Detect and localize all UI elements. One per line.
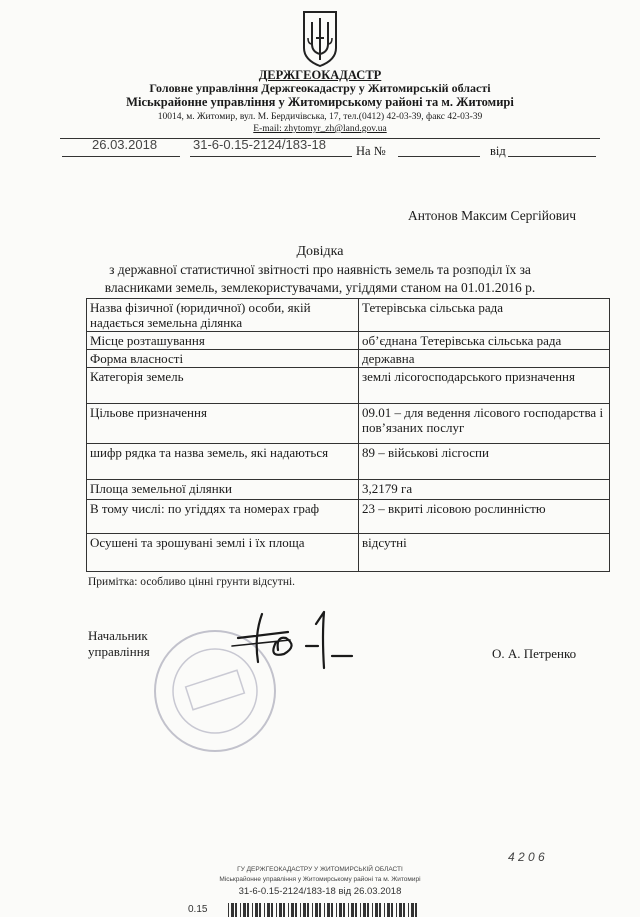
row-value: 23 – вкриті лісовою рослинністю <box>359 500 610 534</box>
barcode-bar <box>319 903 321 917</box>
barcode-bar <box>243 903 246 917</box>
barcode-bar <box>391 903 393 917</box>
barcode-bar <box>336 903 337 917</box>
barcode-bar <box>331 903 333 917</box>
signer-name: О. А. Петренко <box>492 646 577 661</box>
row-label: Цільове призначення <box>87 404 359 444</box>
barcode-bar <box>387 903 390 917</box>
barcode-bar <box>288 903 289 917</box>
table-row <box>87 332 610 350</box>
barcode-bar <box>343 903 345 917</box>
barcode-bar <box>312 903 313 917</box>
table-row <box>87 444 610 480</box>
barcode-bar <box>372 903 373 917</box>
row-label: Форма власності <box>87 350 359 368</box>
row-label: Осушені та зрошувані землі і їх площа <box>87 534 359 572</box>
email: E-mail: zhytomyr_zh@land.gov.ua <box>253 124 387 134</box>
barcode-bar <box>351 903 354 917</box>
barcode-bar <box>307 903 309 917</box>
table-row <box>87 500 610 534</box>
document-subtitle-line2: власниками земель, землекористувачами, угіддями станом на 01.01.2016 р. <box>104 280 536 295</box>
coat-of-arms-trident-icon <box>300 8 340 68</box>
barcode-bar <box>264 903 265 917</box>
row-value: об’єднана Тетерівська сільська рада <box>359 332 610 350</box>
barcode-bar <box>367 903 369 917</box>
footer-stamp-line3: 31-6-0.15-2124/183-18 від 26.03.2018 <box>238 886 402 897</box>
barcode-bar <box>295 903 297 917</box>
barcode-bar <box>315 903 318 917</box>
on-no-label: На № <box>356 144 386 158</box>
barcode-bar <box>279 903 282 917</box>
row-label: шифр рядка та назва земель, які надаються <box>87 444 359 480</box>
barcode-bar <box>399 903 402 917</box>
barcode-bar <box>363 903 366 917</box>
row-label: Категорія земель <box>87 368 359 404</box>
footer-stamp-line2: Міськрайонне управління у Житомирському районі та м. Житомирі <box>219 876 421 883</box>
barcode-bar <box>415 903 417 917</box>
row-value: Тетерівська сільська рада <box>359 299 610 332</box>
barcode-bar <box>259 903 261 917</box>
barcode-bar <box>403 903 405 917</box>
row-value: землі лісогосподарського призначення <box>359 368 610 404</box>
handwritten-signature-icon <box>228 606 368 676</box>
barcode-bar <box>267 903 270 917</box>
table-row <box>87 404 610 444</box>
barcode-bar <box>327 903 330 917</box>
barcode-bar <box>276 903 277 917</box>
note: Примітка: особливо цінні грунти відсутні. <box>88 576 296 588</box>
barcode-bar <box>324 903 325 917</box>
barcode-bar <box>271 903 273 917</box>
district-department: Міськрайонне управління у Житомирському районі та м. Житомирі <box>126 95 514 109</box>
barcode-bar <box>355 903 357 917</box>
barcode-bar <box>396 903 397 917</box>
barcode-bar <box>247 903 249 917</box>
address: 10014, м. Житомир, вул. М. Бердичівська, 17, тел.(0412) 42-03-39, факс 42-03-39 <box>157 112 483 122</box>
row-value: відсутні <box>359 534 610 572</box>
row-label: Місце розташування <box>87 332 359 350</box>
footer-stamp-line1: ГУ ДЕРЖГЕОКАДАСТРУ У ЖИТОМИРСЬКІЙ ОБЛАСТІ <box>237 866 403 873</box>
position-line2: управління <box>88 644 150 659</box>
registration-number: 31-6-0.15-2124/183-18 <box>193 137 326 152</box>
barcode-bar <box>303 903 306 917</box>
row-value: 09.01 – для ведення лісового господарства і пов’язаних послуг <box>359 404 610 444</box>
barcode-bar <box>300 903 301 917</box>
table-row <box>87 299 610 332</box>
row-value: державна <box>359 350 610 368</box>
barcode-bar <box>379 903 381 917</box>
document-title: Довідка <box>296 244 344 259</box>
row-label: Площа земельної ділянки <box>87 480 359 500</box>
barcode-bar <box>235 903 237 917</box>
barcode-bar <box>375 903 378 917</box>
barcode-bar <box>360 903 361 917</box>
barcode-bar <box>231 903 234 917</box>
registration-date: 26.03.2018 <box>92 137 158 152</box>
row-label: Назва фізичної (юридичної) особи, якій надається земельна ділянка <box>87 299 359 332</box>
table-row <box>87 480 610 500</box>
barcode-bar <box>339 903 342 917</box>
barcode-bar <box>255 903 258 917</box>
table-row <box>87 534 610 572</box>
from-underline <box>508 156 596 157</box>
from-label: від <box>490 144 506 158</box>
recipient-name: Антонов Максим Сергійович <box>408 208 577 223</box>
barcode-bar <box>240 903 241 917</box>
main-department: Головне управління Держгеокадастру у Житомирській області <box>149 81 491 95</box>
page-number: 0.15 <box>188 904 208 915</box>
row-label: В тому числі: по угіддях та номерах граф <box>87 500 359 534</box>
table-row <box>87 350 610 368</box>
position-line1: Начальник <box>88 628 148 643</box>
date-underline <box>62 156 180 157</box>
barcode-bar <box>411 903 414 917</box>
barcode-bar <box>252 903 253 917</box>
on-no-underline <box>398 156 480 157</box>
barcode-bar <box>408 903 409 917</box>
agency-name: ДЕРЖГЕОКАДАСТР <box>258 68 382 82</box>
barcode-bar <box>228 903 229 917</box>
barcode-bar <box>291 903 294 917</box>
land-info-table <box>86 298 610 572</box>
document-subtitle-line1: з державної статистичної звітності про наявність земель та розподіл їх за <box>109 262 531 277</box>
table-row <box>87 368 610 404</box>
row-value: 3,2179 га <box>359 480 610 500</box>
barcode-bar <box>384 903 385 917</box>
number-underline <box>190 156 352 157</box>
barcode-bar <box>348 903 349 917</box>
handwritten-number: 4 2 0 6 <box>508 850 545 864</box>
barcode-icon <box>228 903 418 917</box>
row-value: 89 – військові лісгоспи <box>359 444 610 480</box>
barcode-bar <box>283 903 285 917</box>
